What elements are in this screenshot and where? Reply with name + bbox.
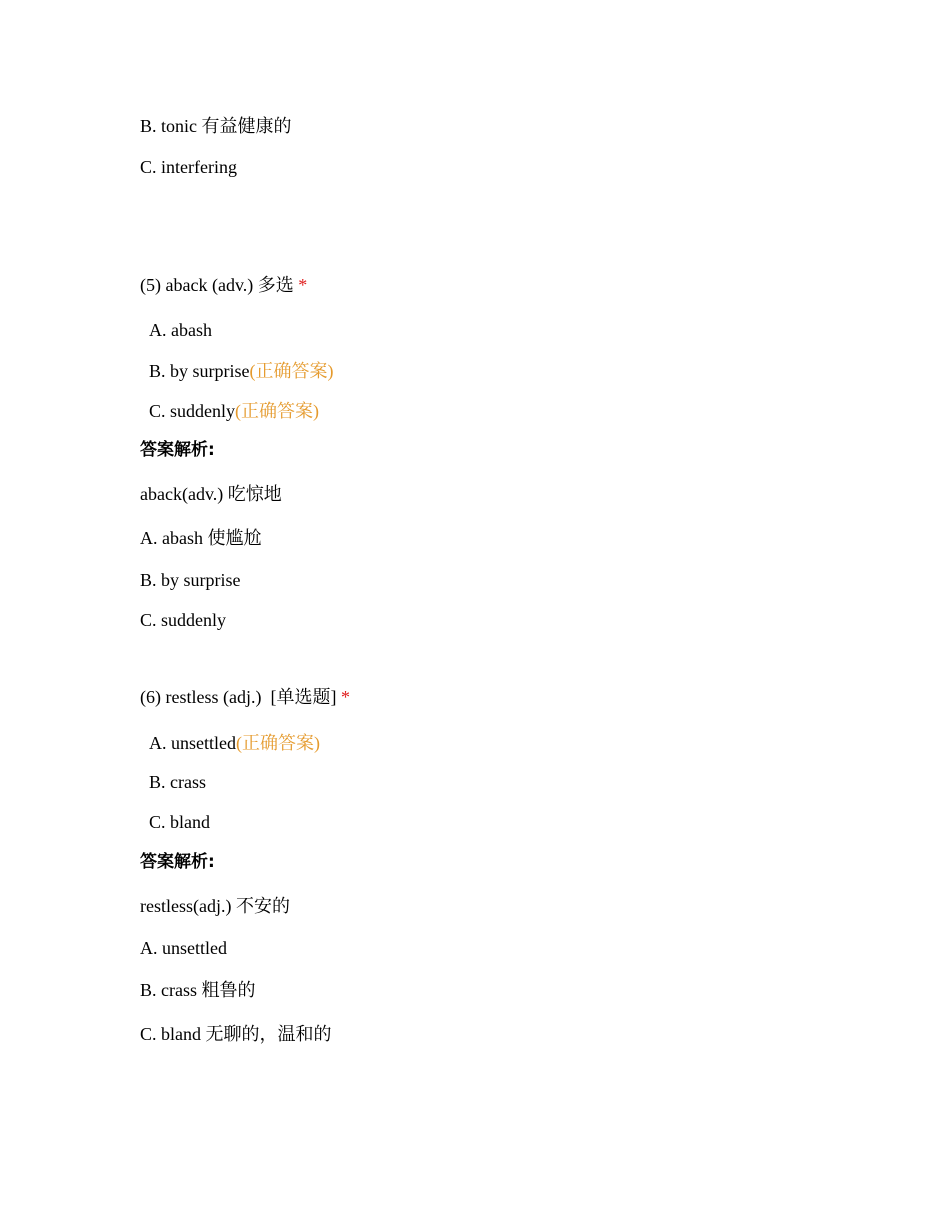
question-5-prompt <box>140 274 307 296</box>
option-label: A. unsettled <box>149 733 236 753</box>
required-mark: * <box>340 687 350 707</box>
q6-analysis-line: B. crass 粗鲁的 <box>140 980 256 1000</box>
q5-analysis-line: A. abash 使尴尬 <box>140 528 262 548</box>
required-mark: * <box>298 275 308 295</box>
question-5-text: (5) aback (adv.) 多选 <box>140 275 294 295</box>
q5-option-b <box>149 360 334 382</box>
q5-analysis-line: aback(adv.) 吃惊地 <box>140 484 282 504</box>
correct-answer-tag: (正确答案) <box>249 361 334 381</box>
q6-option-a <box>149 732 320 754</box>
q6-analysis-line: A. unsettled <box>140 938 227 958</box>
q6-analysis-line: restless(adj.) 不安的 <box>140 896 290 916</box>
option-label: B. by surprise <box>149 361 250 381</box>
option-label: C. suddenly <box>149 401 236 421</box>
option-label: A. abash <box>149 320 212 340</box>
option-label: C. bland <box>149 812 210 832</box>
q5-analysis-line: C. suddenly <box>140 610 227 630</box>
q5-option-a <box>149 319 212 341</box>
option-label: B. crass <box>149 772 206 792</box>
question-6-prompt <box>140 686 350 708</box>
q5-analysis-heading: 答案解析: <box>140 440 215 460</box>
q6-analysis-heading: 答案解析: <box>140 852 215 872</box>
prev-option-b: B. tonic 有益健康的 <box>140 116 292 136</box>
q5-option-c <box>149 400 319 422</box>
prev-option-c: C. interfering <box>140 157 237 177</box>
q6-analysis-line: C. bland 无聊的，温和的 <box>140 1024 332 1044</box>
q6-option-b <box>149 771 206 793</box>
correct-answer-tag: (正确答案) <box>235 401 320 421</box>
correct-answer-tag: (正确答案) <box>236 733 320 753</box>
question-6-text: (6) restless (adj.) [单选题] <box>140 687 337 707</box>
q6-option-c <box>149 811 210 833</box>
q5-analysis-line: B. by surprise <box>140 570 241 590</box>
